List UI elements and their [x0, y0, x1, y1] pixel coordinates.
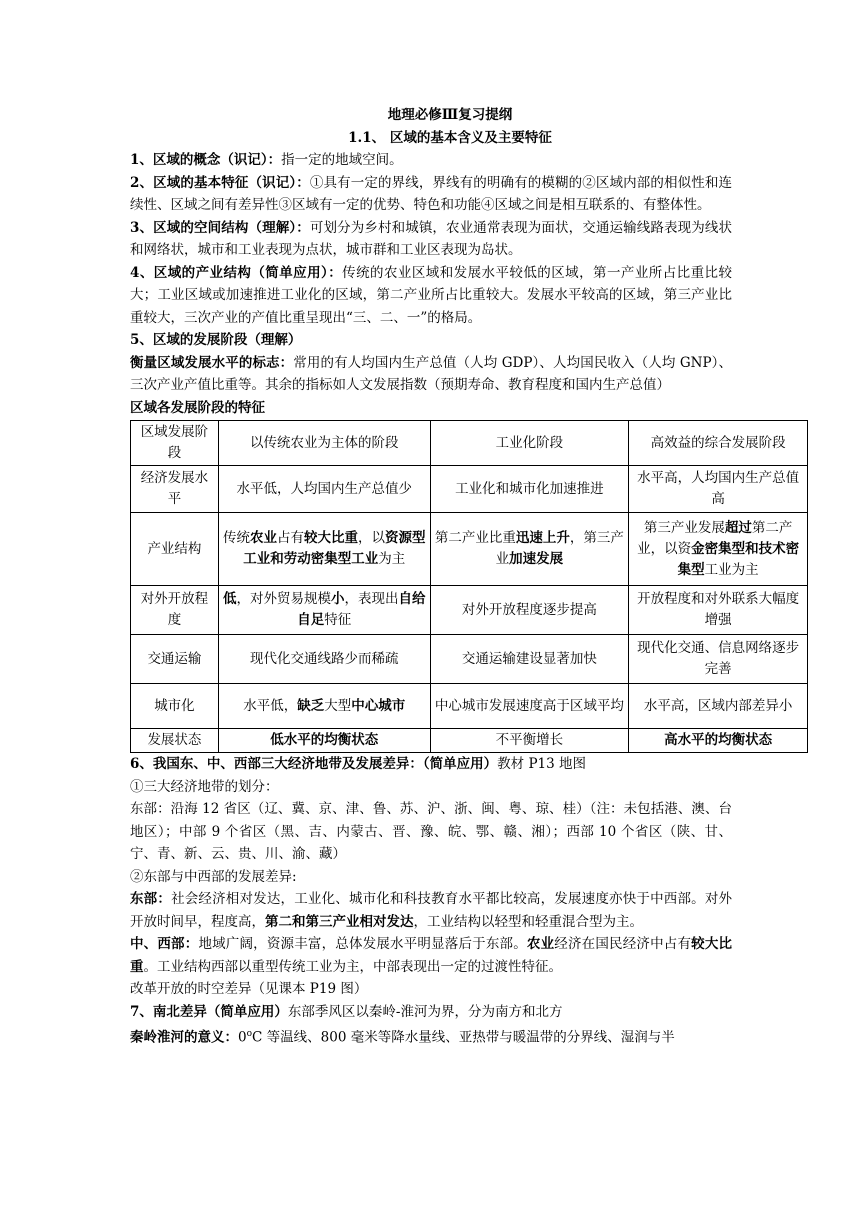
table-cell: 城市化 — [131, 684, 219, 729]
table-cell: 第三产业发展超过第二产业，以资金密集型和技术密集型工业为主 — [629, 513, 808, 586]
document-page — [130, 104, 800, 1049]
table-cell: 现代化交通线路少而稀疏 — [218, 635, 430, 684]
table-cell: 交通运输建设显著加快 — [430, 635, 629, 684]
table-cell: 发展状态 — [131, 729, 219, 753]
table-row — [131, 513, 808, 586]
table-cell: 现代化交通、信息网络逐步完善 — [629, 635, 808, 684]
heading-3: 3、区域的空间结构（理解）： — [130, 219, 310, 236]
table-cell: 水平低，缺乏大型中心城市 — [218, 684, 430, 729]
paragraph-1: 1、区域的概念（识记）：指一定的地域空间。 — [130, 152, 403, 168]
section-title: 1.1、 区域的基本含义及主要特征 — [348, 129, 552, 146]
paragraph-6: 6、我国东、中、西部三大经济地带及发展差异：（简单应用）教材 P13 地图 — [130, 756, 587, 772]
paragraph-3: 3、区域的空间结构（理解）：可划分为乡村和城镇，农业通常表现为面状，交通运输线路表现为线状和网络状，城市和工业表现为点状，城市群和工业区表现为岛状。 — [130, 219, 732, 258]
table-row — [131, 421, 808, 466]
document-title: 地理必修Ⅲ复习提纲 — [387, 107, 513, 123]
paragraph-east: 东部：社会经济相对发达，工业化、城市化和科技教育水平都比较高，发展速度亦快于中西部。对外开放时间早，程度高，第二和第三产业相对发达，工业结构以轻型和轻重混合型为主。 — [130, 891, 733, 930]
table-cell: 工业化阶段 — [430, 421, 629, 466]
table-row — [131, 684, 808, 729]
heading-2: 2、区域的基本特征（识记）： — [130, 174, 310, 191]
table-cell: 传统农业占有较大比重，以资源型工业和劳动密集型工业为主 — [218, 513, 430, 586]
paragraph-6c: ②东部与中西部的发展差异: — [130, 868, 297, 885]
heading-4: 4、区域的产业结构（简单应用）： — [130, 264, 343, 281]
table-cell: 低，对外贸易规模小，表现出自给自足特征 — [218, 586, 430, 635]
table-cell: 以传统农业为主体的阶段 — [218, 421, 430, 466]
table-cell: 低水平的均衡状态 — [218, 729, 430, 753]
table-cell: 高水平的均衡状态 — [629, 729, 808, 753]
paragraph-6a: ①三大经济地带的划分： — [130, 778, 279, 795]
heading-7: 7、南北差异（简单应用） — [130, 1003, 288, 1020]
paragraph-4: 4、区域的产业结构（简单应用）：传统的农业区域和发展水平较低的区域，第一产业所占比重比较大；工业区域或加速推进工业化的区域，第二产业所占比重较大。发展水平较高的区域，第三产业比重较大，三次产业的产值比重呈现出“三、二、一”的格局。 — [130, 264, 732, 326]
paragraph-2: 2、区域的基本特征（识记）：①具有一定的界线，界线有的明确有的模糊的②区域内部的相似性和连续性、区域之间有差异性③区域有一定的优势、特色和功能④区域之间是相互联系的、有整体性。 — [130, 174, 732, 213]
heading-6: 6、我国东、中、西部三大经济地带及发展差异：（简单应用） — [130, 756, 498, 772]
table-cell: 产业结构 — [131, 513, 219, 586]
table-cell: 水平低，人均国内生产总值少 — [218, 466, 430, 513]
table-row — [131, 635, 808, 684]
table-cell: 高效益的综合发展阶段 — [629, 421, 808, 466]
paragraph-5 — [130, 329, 732, 352]
table-cell: 水平高，区域内部差异小 — [629, 684, 808, 729]
table-cell: 第二产业比重迅速上升，第三产业加速发展 — [430, 513, 629, 586]
table-cell: 对外开放程度 — [131, 586, 219, 635]
table-cell: 交通运输 — [131, 635, 219, 684]
table-cell: 水平高，人均国内生产总值高 — [629, 466, 808, 513]
stages-table — [130, 420, 808, 753]
table-cell: 对外开放程度逐步提高 — [430, 586, 629, 635]
paragraph-6b: 东部：沿海 12 省区（辽、冀、京、津、鲁、苏、沪、浙、闽、粤、琼、桂）（注：未包括港、澳、台地区）；中部 9 个省区（黑、吉、内蒙古、晋、豫、皖、鄂、赣、湘）；西部 10 个省区（陕、甘、宁、青、新、云、贵、川、渝、藏） — [130, 801, 732, 862]
table-cell: 经济发展水平 — [131, 466, 219, 513]
paragraph-qinling: 秦岭淮河的意义：0$^o$C 等温线、800 毫米等降水量线、亚热带与暖温带的分界线、湿润与半 — [130, 1029, 675, 1046]
table-row — [131, 729, 808, 753]
table-cell: 区域发展阶段 — [131, 421, 219, 466]
paragraph-reform: 改革开放的时空差异（见课本 P19 图） — [130, 981, 368, 997]
table-cell: 中心城市发展速度高于区域平均 — [430, 684, 629, 729]
table-cell: 不平衡增长 — [430, 729, 629, 753]
table-cell: 开放程度和对外联系大幅度增强 — [629, 586, 808, 635]
paragraph-midwest: 中、西部：地域广阔，资源丰富，总体发展水平明显落后于东部。农业经济在国民经济中占有较大比重。工业结构西部以重型传统工业为主，中部表现出一定的过渡性特征。 — [130, 936, 733, 975]
paragraph-measure: 衡量区域发展水平的标志：常用的有人均国内生产总值（人均 GDP）、人均国民收入（人均 GNP）、三次产业产值比重等。其余的指标如人文发展指数（预期寿命、教育程度和国内生产总值） — [130, 354, 732, 393]
heading-measure: 衡量区域发展水平的标志： — [130, 354, 294, 371]
heading-1: 1、区域的概念（识记）： — [130, 152, 282, 168]
table-row — [131, 586, 808, 635]
paragraph-7: 7、南北差异（简单应用）东部季风区以秦岭-淮河为界，分为南方和北方 — [130, 1003, 563, 1020]
table-caption: 区域各发展阶段的特征 — [130, 399, 265, 416]
table-cell: 工业化和城市化加速推进 — [430, 466, 629, 513]
heading-5: 5、区域的发展阶段（理解） — [130, 332, 302, 348]
table-row — [131, 466, 808, 513]
